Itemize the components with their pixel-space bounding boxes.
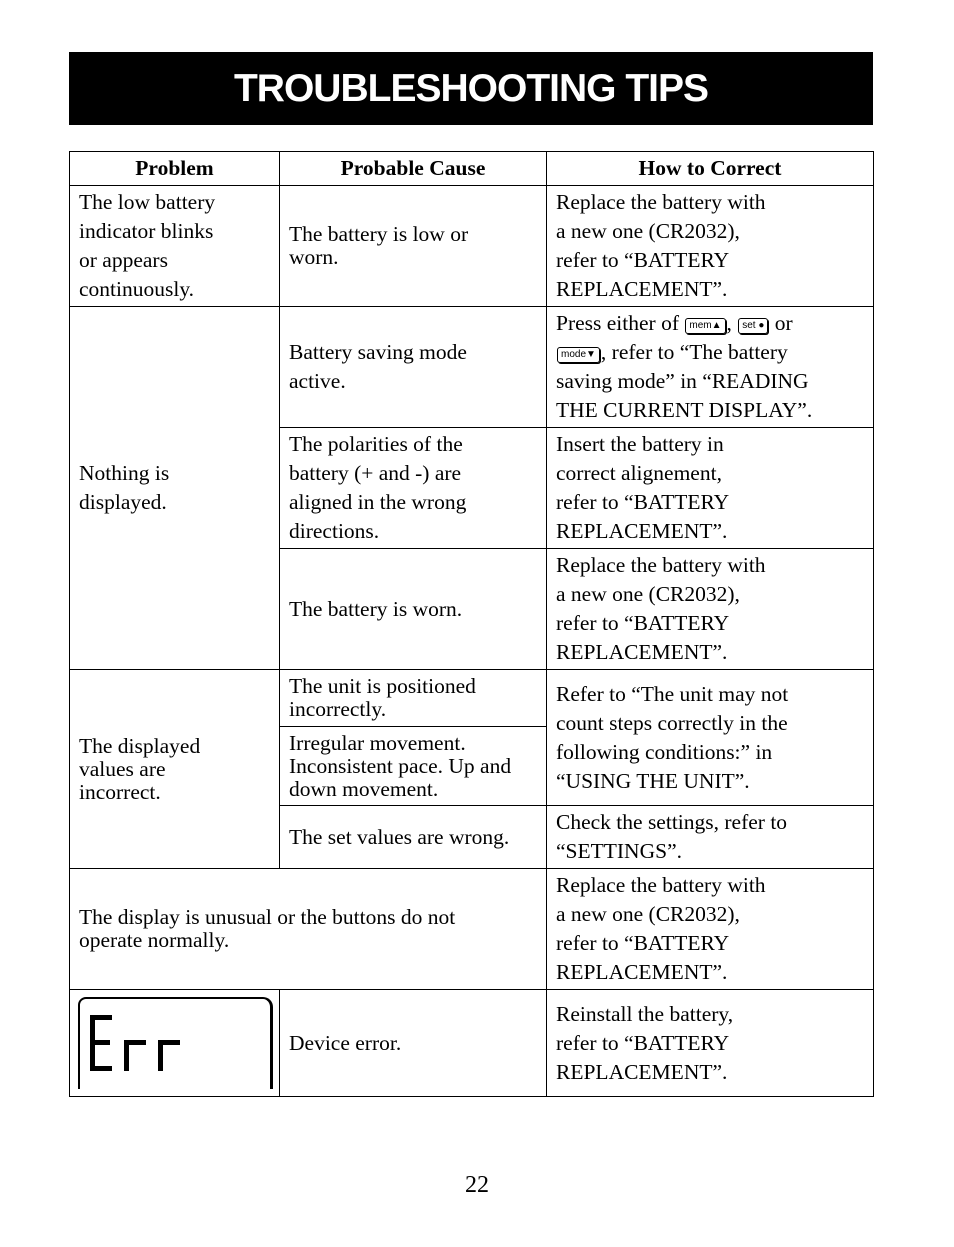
header-correct: How to Correct (547, 152, 874, 186)
cause-cell: The set values are wrong. (280, 806, 547, 869)
table-row (70, 670, 874, 727)
problem-cell: The display is unusual or the buttons do not operate normally. (70, 869, 547, 990)
header-cause: Probable Cause (280, 152, 547, 186)
correct-cell: Check the settings, refer to “SETTINGS”. (547, 806, 874, 869)
correct-cell: Replace the battery with a new one (CR2032), refer to “BATTERY REPLACEMENT”. (547, 186, 874, 307)
lcd-display-icon (78, 997, 273, 1089)
set-button-icon: set ● (738, 318, 768, 334)
header-row (70, 152, 874, 186)
table-row (70, 307, 874, 428)
troubleshooting-table (69, 151, 874, 1097)
header-problem: Problem (70, 152, 280, 186)
mem-button-icon: mem▲ (685, 318, 725, 334)
err-lcd-glyphs (80, 999, 270, 1089)
cause-cell: The battery is low or worn. (280, 186, 547, 307)
problem-cell: The low battery indicator blinks or appears continuously. (70, 186, 280, 307)
problem-cell: Nothing is displayed. (70, 307, 280, 670)
cause-cell: Battery saving mode active. (280, 307, 547, 428)
cause-cell: Irregular movement. Inconsistent pace. Up and down movement. (280, 727, 547, 806)
correct-cell: Reinstall the battery, refer to “BATTERY REPLACEMENT”. (547, 990, 874, 1097)
problem-cell: The displayed values are incorrect. (70, 670, 280, 869)
problem-cell (70, 990, 280, 1097)
correct-cell: Press either of mem▲ , set ● or mode▼ , refer to “The battery saving mode” in “READING THE CURRENT DISPLAY”. (547, 307, 874, 428)
correct-cell: Refer to “The unit may not count steps correctly in the following conditions:” in “USING THE UNIT”. (547, 670, 874, 806)
table-row (70, 869, 874, 990)
cause-cell: Device error. (280, 990, 547, 1097)
page-number: 22 (465, 1172, 489, 1198)
mode-button-icon: mode▼ (557, 347, 600, 363)
correct-cell: Replace the battery with a new one (CR2032), refer to “BATTERY REPLACEMENT”. (547, 549, 874, 670)
cause-cell: The unit is positioned incorrectly. (280, 670, 547, 727)
correct-cell: Replace the battery with a new one (CR2032), refer to “BATTERY REPLACEMENT”. (547, 869, 874, 990)
cause-cell: The battery is worn. (280, 549, 547, 670)
table-row (70, 990, 874, 1097)
title-bar (69, 52, 873, 125)
cause-cell: The polarities of the battery (+ and -) are aligned in the wrong directions. (280, 428, 547, 549)
page-title: TROUBLESHOOTING TIPS (233, 66, 708, 110)
table-row (70, 186, 874, 307)
correct-cell: Insert the battery in correct alignement, refer to “BATTERY REPLACEMENT”. (547, 428, 874, 549)
